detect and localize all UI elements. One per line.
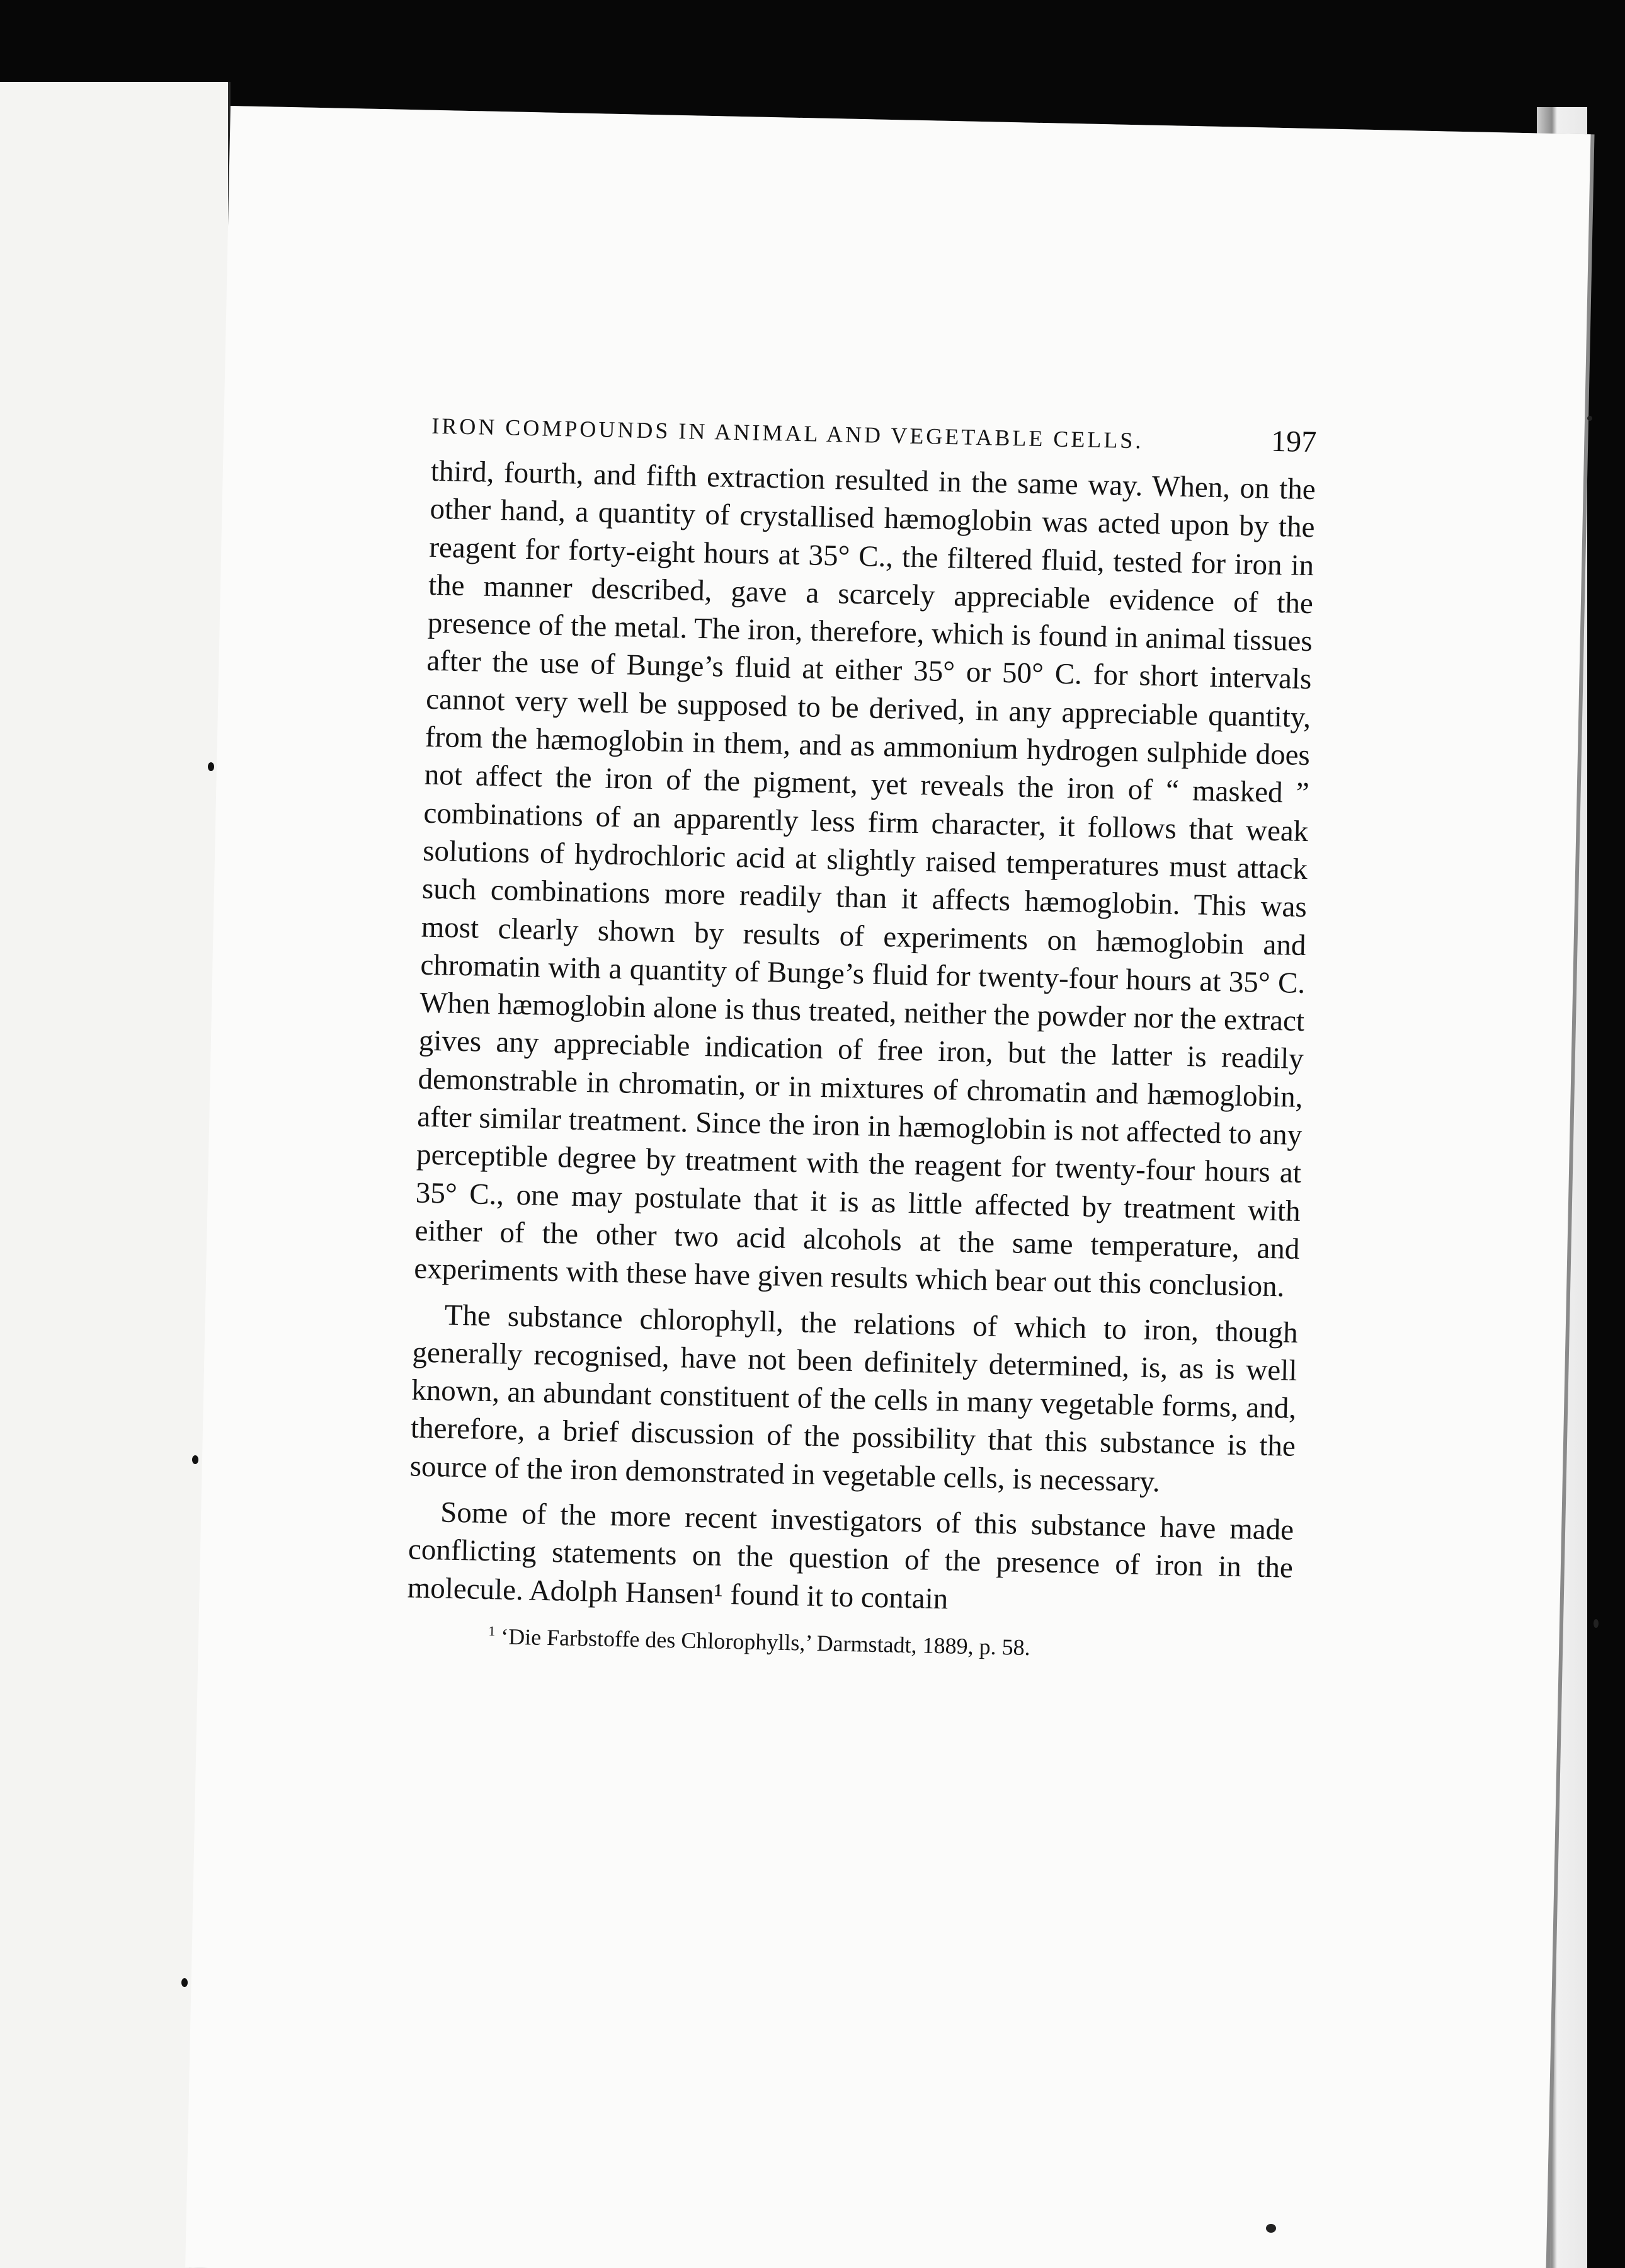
margin-speck [192,1455,198,1464]
running-head-title: IRON COMPOUNDS IN ANIMAL AND VEGETABLE CELLS. [431,413,1144,454]
scan-speck [1594,1619,1599,1628]
running-head [431,406,1317,459]
scan-speck [1266,2224,1276,2233]
page-text-block [406,406,1317,1667]
book-page [185,106,1590,2268]
footnote-marker: 1 [488,1623,496,1639]
body-paragraph: third, fourth, and fifth extraction resulted in the same way. When, on the other hand, a quantity of crystallised hæmoglobin was acted upon by the reagent for forty-eight hours at 35° C., the filtered fluid, tested for iron in the manner described, gave a scarcely appreciable evidence of the presence of the metal. The iron, therefore, which is found in animal tissues after the use of Bunge’s fluid at either 35° or 50° C. for short intervals cannot very well be supposed to be derived, in any appreciable quantity, from the hæmoglobin in them, and as ammonium hydrogen sulphide does not affect the iron of the pigment, yet reveals the iron of “ masked ” combinations of an apparently less firm character, it follows that weak solutions of hydrochloric acid at slightly raised temperatures must attack such combinations more readily than it affects hæmoglobin. This was most clearly shown by results of experiments on hæmoglobin and chromatin with a quantity of Bunge’s fluid for twenty-four hours at 35° C. When hæmoglobin alone is thus treated, neither the powder nor the extract gives any appreciable indication of free iron, but the latter is readily demonstrable in chromatin, or in mixtures of chromatin and hæmoglobin, after similar treatment. Since the iron in hæmoglobin is not affected to any perceptible degree by treatment with the reagent for twenty-four hours at 35° C., one may postulate that it is as little affected by treatment with either of the other two acid alcohols at the same temperature, and experiments with these have given results which bear out this conclusion. [413,454,1316,1303]
footnote-text: ‘Die Farbstoffe des Chlorophylls,’ Darmstadt, 1889, p. 58. [500,1624,1031,1661]
scan-speck [1587,416,1592,421]
margin-speck [181,1978,188,1987]
page-number: 197 [1270,424,1317,459]
body-paragraph: Some of the more recent investigators of this substance have made conflicting statements on the question of the presence of iron in the molecule. Adolph Hansen¹ found it to contain [407,1496,1294,1615]
margin-speck [208,762,214,771]
footnote [406,1615,1292,1666]
body-paragraph: The substance chlorophyll, the relations of which to iron, though generally recognised, have not been definitely determined, is, as is well known, an abundant constituent of the cells in many vegetable forms, and, therefore, a brief discussion of the possibility that this substance is the source of the iron demonstrated in vegetable cells, is necessary. [409,1298,1299,1499]
